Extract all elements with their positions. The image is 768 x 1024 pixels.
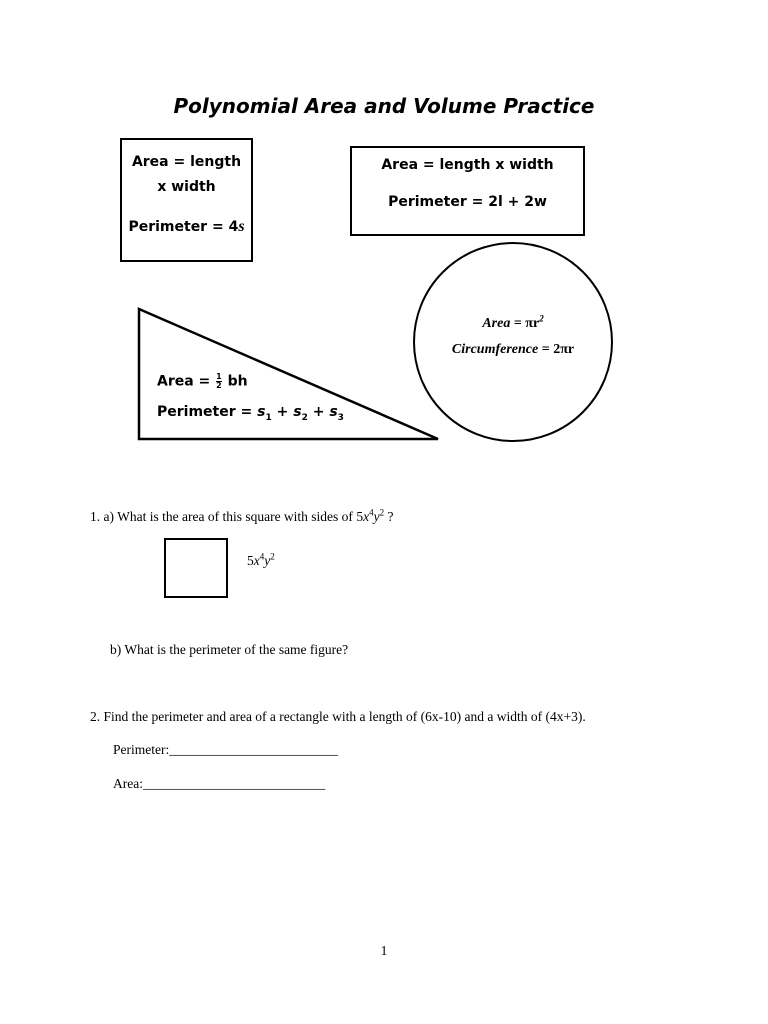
triangle-area-rest: bh [222,373,248,390]
variable-y: y [264,553,271,568]
rectangle-area: Area = length x width [381,157,554,173]
side-var: s [293,404,302,420]
fraction-numerator: 1 [216,372,222,381]
triangle-perimeter [157,404,344,423]
circle-area-rhs: = πr [510,316,540,331]
side-var: s [329,404,338,420]
question-1a [90,509,393,525]
rectangle-perimeter: Perimeter = 2l + 2w [388,194,547,210]
variable-y: y [373,509,380,524]
circle-circumference-rhs: = 2πr [538,342,575,357]
rectangle-formula-box [350,146,585,236]
square-area-line2: x width [157,179,216,195]
exponent-y: 2 [379,507,385,518]
exponent-x: 4 [369,507,374,518]
triangle-area [157,373,248,390]
variable-x: x [363,509,370,524]
triangle-area-label: Area = [157,373,216,390]
square-area-line1: Area = length [131,154,242,170]
square-perimeter-label: Perimeter = 4 [128,219,239,235]
square-perimeter-var: s [238,218,245,235]
coefficient: 5 [247,553,254,568]
question-1a-text: 1. a) What is the area of this square with sides of [90,509,357,524]
square-side-label [247,553,275,569]
variable-x: x [253,553,260,568]
perimeter-answer-line[interactable]: Perimeter:_________________________ [113,742,338,757]
area-answer-line[interactable]: Area:___________________________ [113,776,326,791]
square-figure [164,538,228,598]
side-sub: 1 [265,412,272,423]
exponent-x: 4 [259,551,265,562]
circle-area-word: Area [482,316,511,331]
coefficient: 5 [356,509,364,524]
triangle-area-fraction [216,373,222,390]
square-perimeter [122,218,251,236]
question-1a-suffix: ? [384,509,394,524]
side-var: s [257,404,266,420]
question-1b: b) What is the perimeter of the same figure? [110,642,349,657]
side-sub: 3 [337,412,344,423]
question-2: 2. Find the perimeter and area of a rectangle with a length of (6x-10) and a width of (4x+3). [90,709,586,724]
circle-circumference-word: Circumference [451,342,539,357]
square-side-expression [356,509,384,524]
fraction-denominator: 2 [216,381,222,390]
circle-area-exponent: 2 [539,313,544,324]
exponent-y: 2 [270,551,275,562]
page-number: 1 [380,943,388,958]
page-title: Polynomial Area and Volume Practice [173,94,595,118]
square-formula-box [120,138,253,262]
plus-sign: + [307,404,330,420]
triangle-perimeter-label: Perimeter = [157,404,258,420]
side-sub: 2 [301,412,308,423]
plus-sign: + [271,404,294,420]
